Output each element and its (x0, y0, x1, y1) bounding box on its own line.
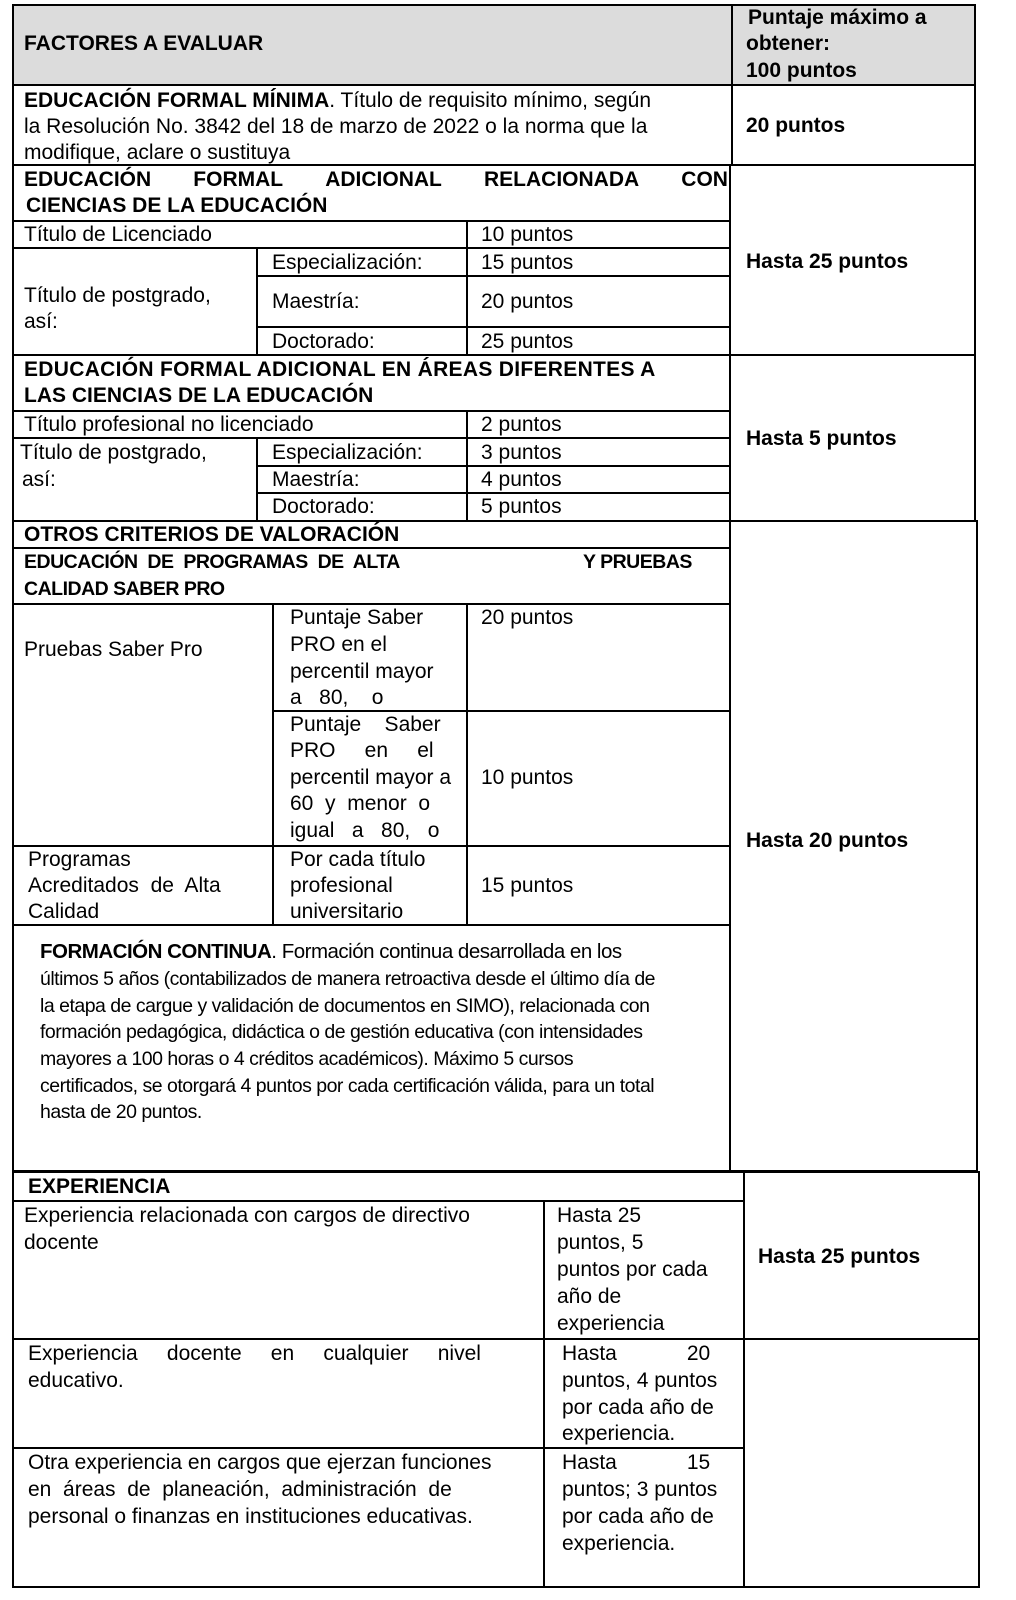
oc-saber-60-line1: Puntaje Saber (290, 713, 441, 736)
exp-otra-line1: Otra experiencia en cargos que ejerzan funciones (28, 1451, 492, 1474)
ae-doctorado: Doctorado: (272, 330, 375, 353)
ae-postgrado-line2: así: (24, 310, 58, 333)
ao-maestria: Maestría: (272, 468, 360, 491)
oc-formacion-line2: últimos 5 años (contabilizados de manera retroactiva desde el último día de (40, 968, 656, 990)
ae-doctorado-pts: 25 puntos (481, 330, 574, 353)
exp-line-1 (12, 1338, 980, 1340)
oc-acreditados-pts: 15 puntos (481, 874, 574, 897)
oc-vline-desc (272, 603, 274, 924)
ae-especializacion-pts: 15 puntos (481, 251, 574, 274)
oc-sub-line1-a: EDUCACIÓN DE PROGRAMAS DE ALTA (24, 551, 400, 573)
oc-vline-pts (466, 603, 468, 924)
header-puntaje-2: obtener: (746, 32, 830, 55)
ao-postgrado-line1: Título de postgrado, (20, 441, 207, 464)
exp-directivo-line1: Experiencia relacionada con cargos de directivo (24, 1204, 470, 1227)
ae-licenciado-label: Título de Licenciado (24, 223, 212, 246)
ao-profesional-pts: 2 puntos (481, 413, 562, 436)
oc-saber-80-line3: percentil mayor (290, 660, 434, 683)
educacion-minima-line1-rest: . Título de requisito mínimo, según (329, 89, 652, 112)
oc-formacion-line4: formación pedagógica, didáctica o de gestión educativa (con intensidades (40, 1021, 643, 1043)
header-divider (731, 4, 733, 86)
educacion-minima-title: EDUCACIÓN FORMAL MÍNIMA (24, 89, 330, 112)
ao-profesional-label: Título profesional no licenciado (24, 413, 314, 436)
oc-formacion-line7: hasta de 20 puntos. (40, 1101, 202, 1123)
educacion-minima-score: 20 puntos (746, 114, 846, 137)
ae-title-word-2: FORMAL (193, 168, 284, 191)
oc-saber-60-line5: igual a 80, o (290, 819, 440, 842)
oc-acreditados-desc-line1: Por cada título (290, 848, 426, 871)
ae-vline-pts (466, 220, 468, 356)
oc-formacion-title: FORMACIÓN CONTINUA (40, 940, 272, 963)
exp-otra-pts-line4: experiencia. (562, 1532, 676, 1555)
ao-especializacion-pts: 3 puntos (481, 441, 562, 464)
ao-postgrado-line2: así: (22, 468, 56, 491)
ae-licenciado-pts: 10 puntos (481, 223, 574, 246)
exp-score: Hasta 25 puntos (758, 1245, 921, 1268)
ao-doctorado: Doctorado: (272, 495, 375, 518)
header-puntaje-1: Puntaje máximo a (748, 6, 927, 29)
ao-score: Hasta 5 puntos (746, 427, 897, 450)
header-puntaje-3: 100 puntos (746, 59, 857, 82)
header-factores: FACTORES A EVALUAR (24, 32, 264, 55)
exp-docente-line1: Experiencia docente en cualquier nivel (28, 1342, 481, 1365)
oc-acreditados-line2: Acreditados de Alta (28, 874, 221, 897)
oc-saber-60-pts: 10 puntos (481, 766, 574, 789)
oc-acreditados-line1: Programas (28, 848, 131, 871)
exp-docente-pts-line2: puntos, 4 puntos (562, 1369, 718, 1392)
ae-score: Hasta 25 puntos (746, 250, 909, 273)
exp-directivo-pts-line2: puntos, 5 (557, 1231, 644, 1254)
oc-acreditados-line3: Calidad (28, 900, 100, 923)
ao-maestria-pts: 4 puntos (481, 468, 562, 491)
ao-title-line2: LAS CIENCIAS DE LA EDUCACIÓN (24, 384, 374, 407)
exp-otra-line2: en áreas de planeación, administración de (28, 1478, 452, 1501)
ao-doctorado-pts: 5 puntos (481, 495, 562, 518)
ao-vline-post (256, 437, 258, 522)
oc-formacion-line1 (40, 939, 622, 966)
educacion-minima-line2: la Resolución No. 3842 del 18 de marzo de 2022 o la norma que la (24, 115, 648, 138)
exp-otra-pts-line2: puntos; 3 puntos (562, 1478, 718, 1501)
exp-docente-pts-line1: Hasta 20 (562, 1342, 711, 1365)
exp-divider-pts (543, 1200, 545, 1588)
ae-line-4 (256, 326, 730, 328)
oc-saber-80-line2: PRO en el (290, 633, 387, 656)
ae-especializacion: Especialización: (272, 251, 423, 274)
exp-docente-pts-line3: por cada año de (562, 1396, 714, 1419)
exp-otra-pts-line3: por cada año de (562, 1505, 714, 1528)
oc-saber-60-line2: PRO en el (290, 739, 434, 762)
oc-acreditados-desc-line3: universitario (290, 900, 404, 923)
exp-otra-pts-line1: Hasta 15 (562, 1451, 711, 1474)
exp-divider-score (743, 1171, 745, 1588)
educacion-minima-line1 (24, 88, 651, 115)
oc-title: OTROS CRITERIOS DE VALORACIÓN (24, 523, 400, 546)
exp-directivo-line2: docente (24, 1231, 99, 1254)
exp-docente-line2: educativo. (28, 1369, 124, 1392)
ao-title-line1: EDUCACIÓN FORMAL ADICIONAL EN ÁREAS DIFERENTES A (24, 358, 656, 381)
exp-line-title (12, 1200, 744, 1202)
oc-saber-80-line4: a 80, o (290, 686, 384, 709)
adicional-educacion-title-line2: CIENCIAS DE LA EDUCACIÓN (26, 194, 328, 217)
ae-postgrado-line1: Título de postgrado, (24, 284, 211, 307)
exp-otra-line3: personal o finanzas en instituciones educativas. (28, 1505, 473, 1528)
oc-formacion-line6: certificados, se otorgará 4 puntos por cada certificación válida, para un total (40, 1075, 655, 1097)
exp-directivo-pts-line5: experiencia (557, 1312, 665, 1335)
ao-especializacion: Especialización: (272, 441, 423, 464)
ae-vline-post (256, 247, 258, 356)
exp-directivo-pts-line3: puntos por cada (557, 1258, 708, 1281)
educacion-minima-divider (731, 84, 733, 166)
ae-title-word-3: ADICIONAL (325, 168, 442, 191)
adicional-educacion-title-line1 (24, 167, 728, 194)
oc-saber-60-line4: 60 y menor o (290, 792, 431, 815)
oc-formacion-line3: la etapa de cargue y validación de documentos en SIMO), relacionada con (40, 995, 650, 1017)
ae-title-word-5: CON (681, 168, 728, 191)
oc-saber-80-line1: Puntaje Saber (290, 606, 424, 629)
ae-title-word-1: EDUCACIÓN (24, 168, 152, 191)
oc-sub-line2: CALIDAD SABER PRO (24, 578, 225, 600)
ao-vline-pts (466, 410, 468, 522)
oc-saber-pro-label: Pruebas Saber Pro (24, 638, 203, 661)
ae-maestria-pts: 20 puntos (481, 290, 574, 313)
oc-saber-60-line3: percentil mayor a (290, 766, 452, 789)
educacion-minima-line3: modifique, aclare o sustituya (24, 141, 291, 164)
oc-formacion-line5: mayores a 100 horas o 4 créditos académicos). Máximo 5 cursos (40, 1048, 574, 1070)
ae-maestria: Maestría: (272, 290, 360, 313)
oc-sub-line1-b: Y PRUEBAS (583, 551, 692, 573)
exp-directivo-pts-line4: año de (557, 1285, 622, 1308)
oc-saber-80-pts: 20 puntos (481, 606, 574, 629)
oc-acreditados-desc-line2: profesional (290, 874, 393, 897)
oc-score: Hasta 20 puntos (746, 829, 909, 852)
ae-title-word-4: RELACIONADA (484, 168, 640, 191)
exp-title: EXPERIENCIA (28, 1175, 171, 1198)
exp-docente-pts-line4: experiencia. (562, 1422, 676, 1445)
exp-directivo-pts-line1: Hasta 25 (557, 1204, 642, 1227)
oc-formacion-line1-rest: . Formación continua desarrollada en los (271, 940, 622, 963)
